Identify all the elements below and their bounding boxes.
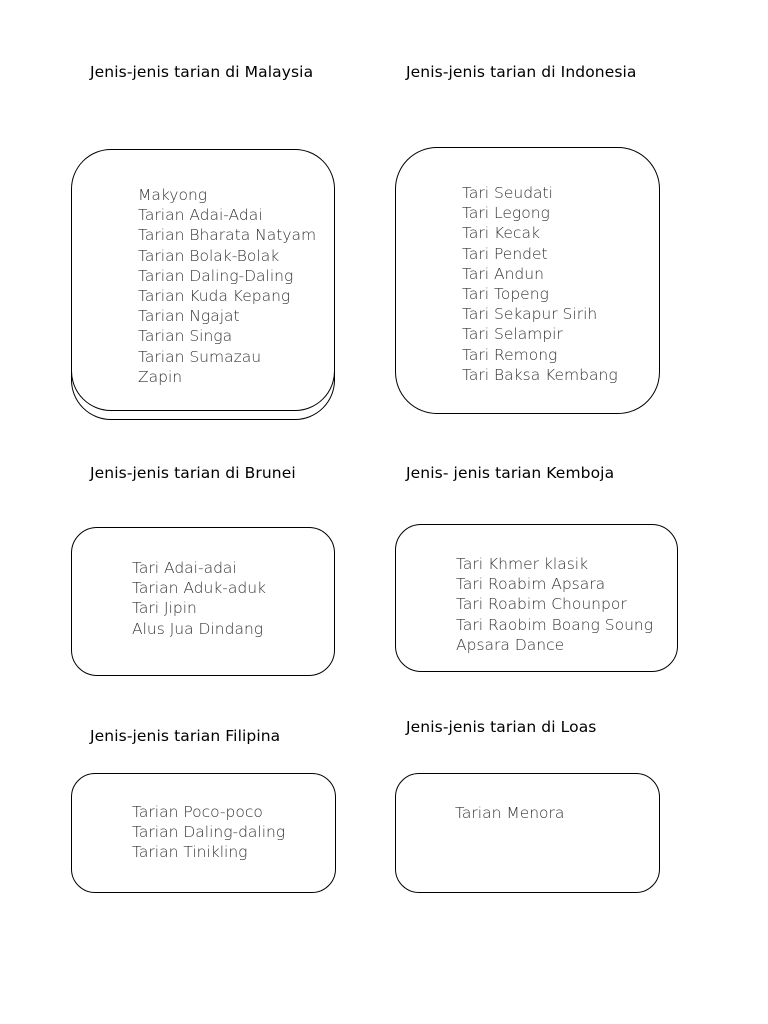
list-indonesia <box>462 183 618 385</box>
list-item: Tari Seudati <box>462 184 553 202</box>
list-item: Tarian Aduk-aduk <box>132 579 267 598</box>
heading-kemboja: Jenis- jenis tarian Kemboja <box>406 464 615 482</box>
list-item: Tari Selampir <box>462 325 563 344</box>
list-item: Tarian Singa <box>138 327 233 346</box>
heading-loas: Jenis-jenis tarian di Loas <box>406 718 597 736</box>
list-item: Tari Jipin <box>132 599 197 618</box>
list-item: Tarian Sumazau <box>138 347 262 366</box>
list-item: Alus Jua Dindang <box>132 619 264 638</box>
list-item: Tari Andun <box>462 264 544 283</box>
list-loas <box>455 803 564 823</box>
list-item: Tarian Daling-daling <box>132 823 286 842</box>
list-item: Tarian Ngajat <box>138 307 240 326</box>
list-item: Tari Raobim Boang Soung <box>456 615 654 634</box>
list-item: Tari Khmer klasik <box>456 555 589 573</box>
list-item: Tarian Poco-poco <box>132 803 263 821</box>
list-item: Tarian Bolak-Bolak <box>138 246 280 265</box>
list-item: Tari Roabim Chounpor <box>456 595 627 614</box>
heading-brunei: Jenis-jenis tarian di Brunei <box>90 464 296 482</box>
heading-indonesia: Jenis-jenis tarian di Indonesia <box>406 63 637 81</box>
heading-malaysia: Jenis-jenis tarian di Malaysia <box>90 63 314 81</box>
list-filipina <box>132 802 285 863</box>
list-item: Tarian Daling-Daling <box>138 266 294 285</box>
box-loas <box>395 773 660 893</box>
list-item: Tari Remong <box>462 345 558 364</box>
list-item: Tarian Menora <box>455 804 565 822</box>
list-item: Makyong <box>138 186 208 204</box>
list-item: Zapin <box>138 367 183 386</box>
list-item: Tari Baksa Kembang <box>462 365 618 384</box>
list-item: Tarian Bharata Natyam <box>138 226 317 245</box>
list-item: Tari Topeng <box>462 285 549 304</box>
list-item: Tarian Kuda Kepang <box>138 287 291 306</box>
list-item: Tari Kecak <box>462 224 540 243</box>
list-item: Tarian Adai-Adai <box>138 206 263 225</box>
list-item: Tari Adai-adai <box>132 559 237 577</box>
list-item: Tari Sekapur Sirih <box>462 305 598 324</box>
list-brunei <box>132 558 266 639</box>
list-item: Tari Legong <box>462 204 550 223</box>
list-kemboja <box>456 554 653 655</box>
list-item: Apsara Dance <box>456 635 565 654</box>
list-malaysia <box>138 185 316 387</box>
list-item: Tari Roabim Apsara <box>456 575 606 594</box>
list-item: Tari Pendet <box>462 244 548 263</box>
list-item: Tarian Tinikling <box>132 843 248 862</box>
heading-filipina: Jenis-jenis tarian Filipina <box>90 727 281 745</box>
